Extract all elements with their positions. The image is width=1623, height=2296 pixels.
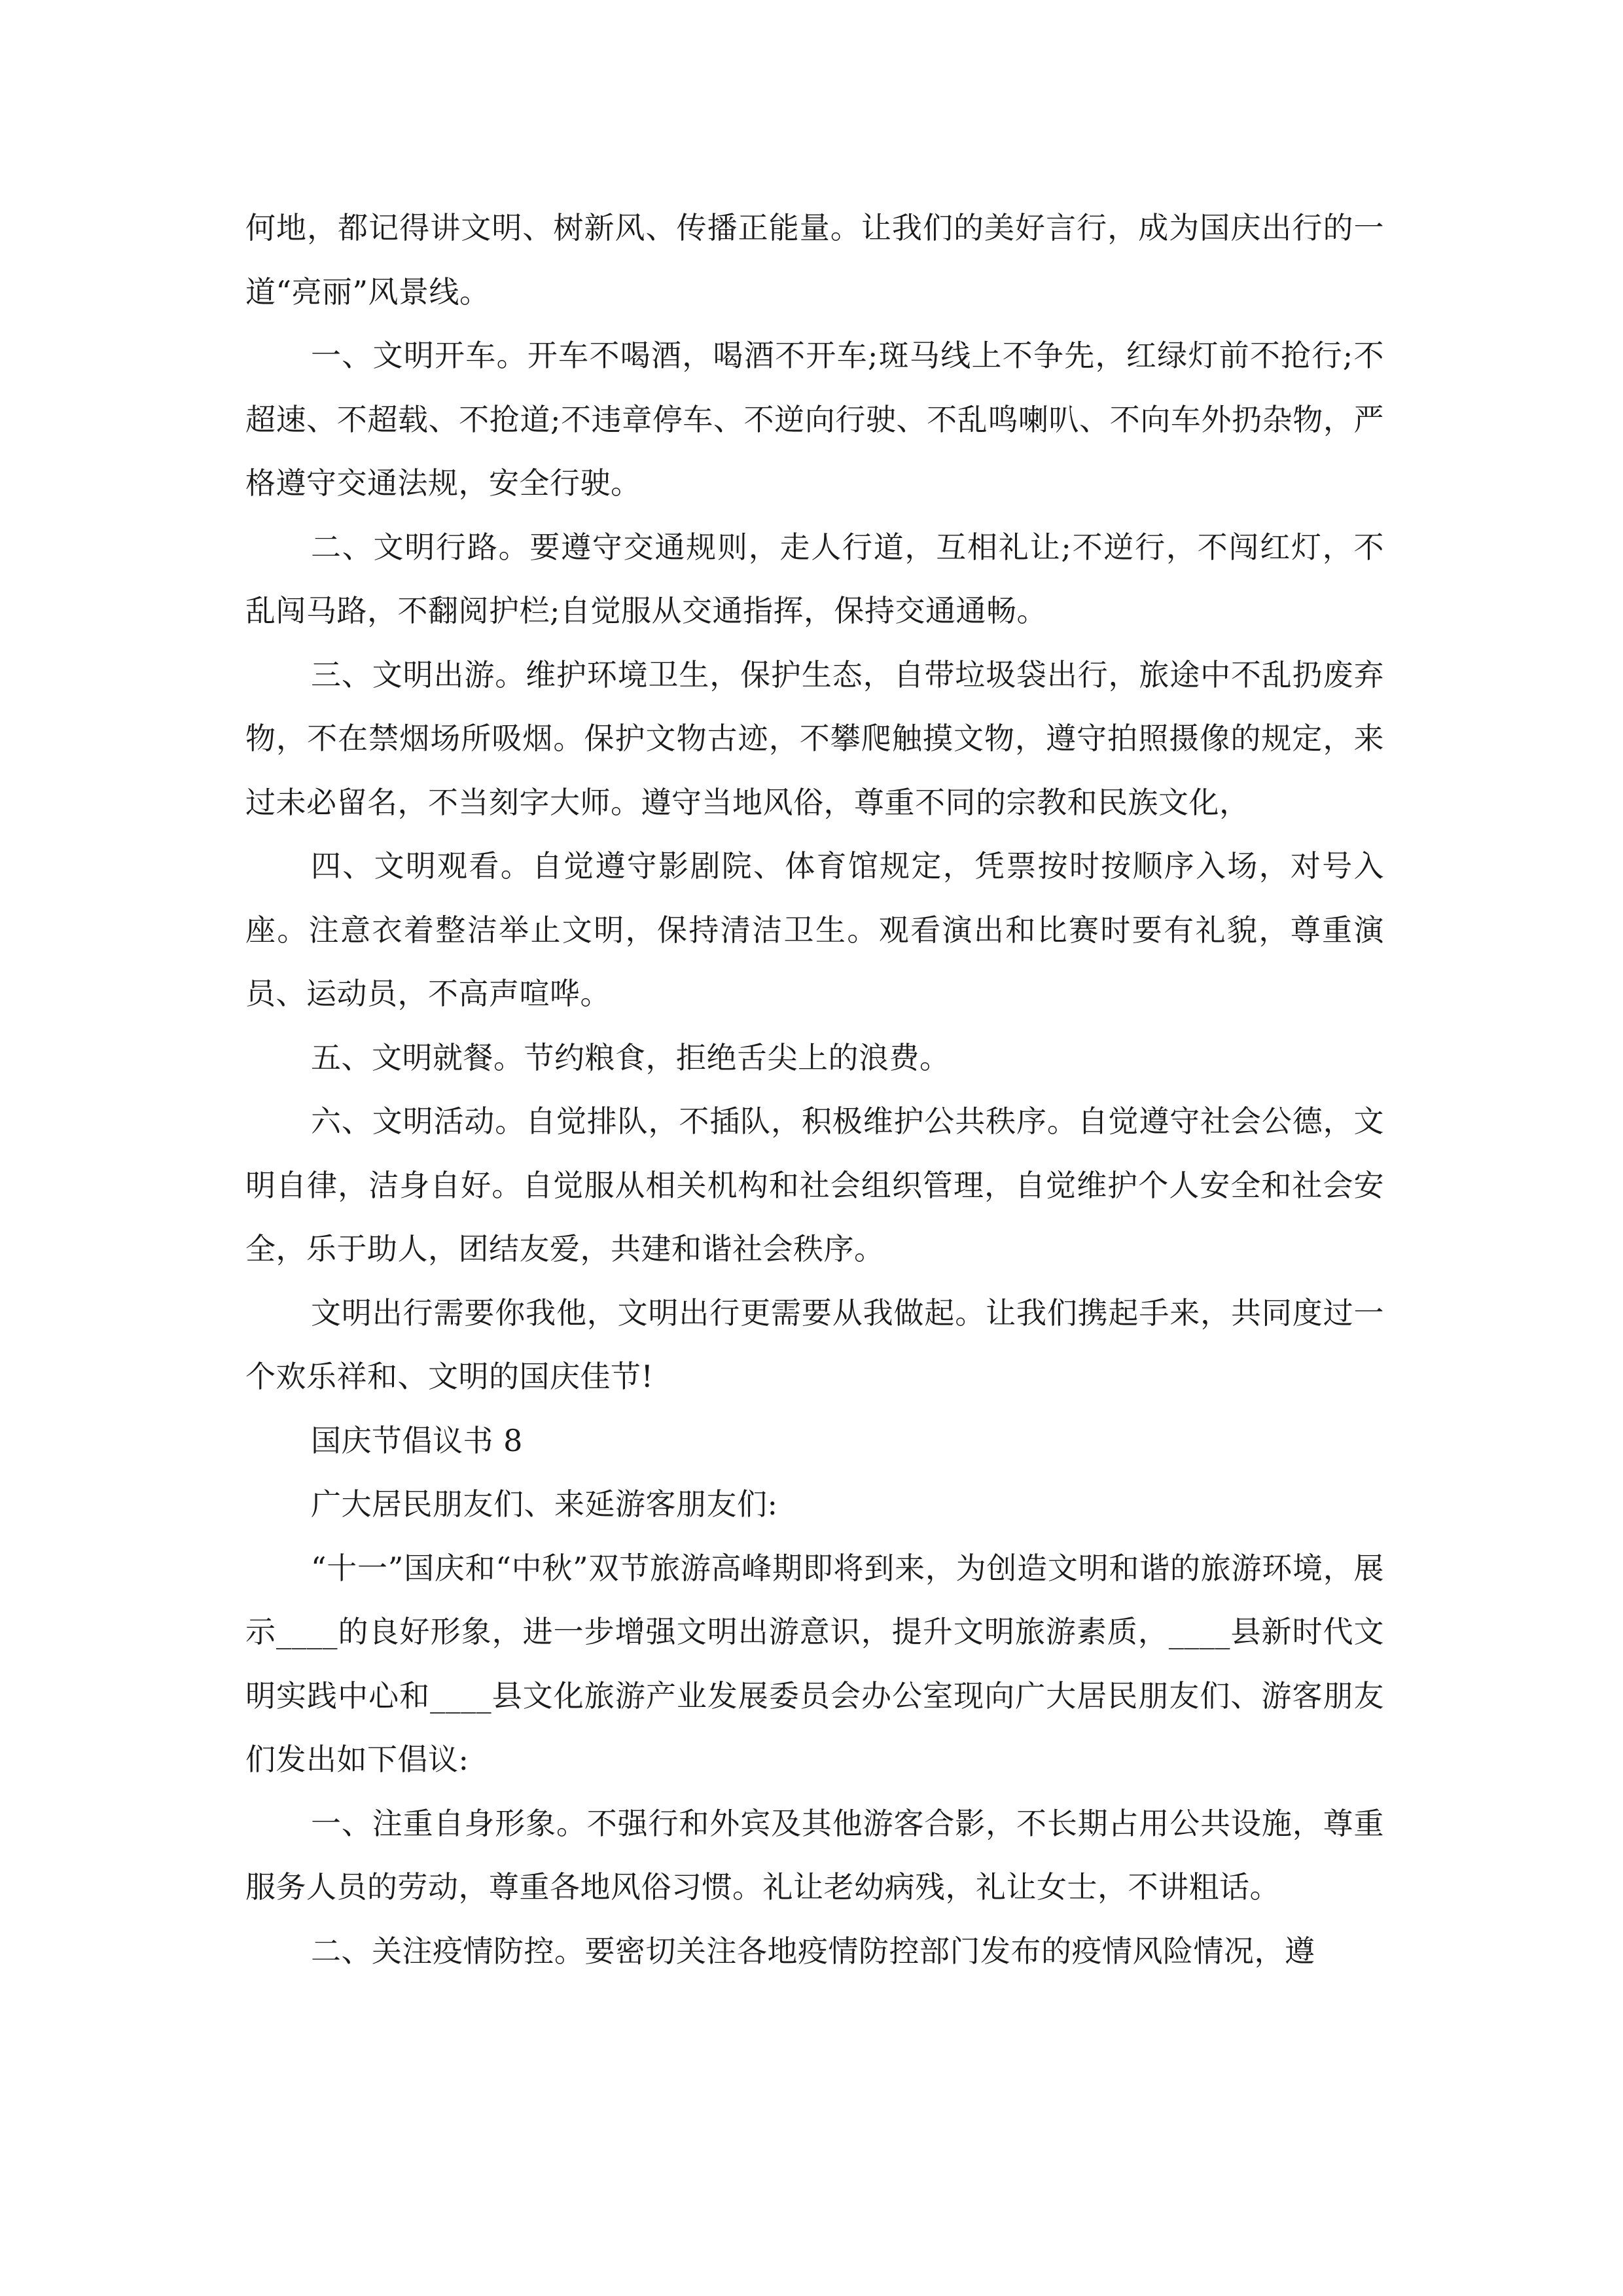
paragraph-civilized-touring: 三、文明出游。维护环境卫生，保护生态，自带垃圾袋出行，旅途中不乱扔废弃物，不在禁烟场所吸烟。保护文物古迹，不攀爬触摸文物，遵守拍照摄像的规定，来过未必留名，不当刻字大师。遵守当地风俗，尊重不同的宗教和民族文化， [245,656,1384,820]
paragraph-civilized-walking: 二、文明行路。要遵守交通规则，走人行道，互相礼让;不逆行，不闯红灯，不乱闯马路，不翻阅护栏;自觉服从交通指挥，保持交通通畅。 [245,529,1384,628]
paragraph-civilized-activities: 六、文明活动。自觉排队，不插队，积极维护公共秩序。自觉遵守社会公德，文明自律，洁身自好。自觉服从相关机构和社会组织管理，自觉维护个人安全和社会安全，乐于助人，团结友爱，共建和谐社会秩序。 [245,1103,1384,1266]
section-heading: 国庆节倡议书 8 [311,1422,523,1458]
document-body [245,196,1384,1983]
paragraph-self-image: 一、注重自身形象。不强行和外宾及其他游客合影，不长期占用公共设施，尊重服务人员的劳动，尊重各地风俗习惯。礼让老幼病残，礼让女士，不讲粗话。 [245,1805,1384,1905]
paragraph-civilized-watching: 四、文明观看。自觉遵守影剧院、体育馆规定，凭票按时按顺序入场，对号入座。注意衣着整洁举止文明，保持清洁卫生。观看演出和比赛时要有礼貌，尊重演员、运动员，不高声喧哗。 [245,848,1384,1011]
paragraph-epidemic-prevention: 二、关注疫情防控。要密切关注各地疫情防控部门发布的疫情风险情况，遵 [311,1933,1315,1969]
salutation: 广大居民朋友们、来延游客朋友们: [311,1486,778,1522]
paragraph-closing-call: 文明出行需要你我他，文明出行更需要从我做起。让我们携起手来，共同度过一个欢乐祥和、文明的国庆佳节! [245,1295,1384,1394]
paragraph-civilized-dining: 五、文明就餐。节约粮食，拒绝舌尖上的浪费。 [311,1039,950,1075]
paragraph-civilized-driving: 一、文明开车。开车不喝酒，喝酒不开车;斑马线上不争先，红绿灯前不抢行;不超速、不超载、不抢道;不违章停车、不逆向行驶、不乱鸣喇叭、不向车外扔杂物，严格遵守交通法规，安全行驶。 [245,338,1384,501]
paragraph-intro-continuation: 何地，都记得讲文明、树新风、传播正能量。让我们的美好言行，成为国庆出行的一道“亮丽”风景线。 [245,210,1384,310]
paragraph-proposal-intro: “十一”国庆和“中秋”双节旅游高峰期即将到来，为创造文明和谐的旅游环境，展示____的良好形象，进一步增强文明出游意识，提升文明旅游素质，____县新时代文明实践中心和____县文化旅游产业发展委员会办公室现向广大居民朋友们、游客朋友们发出如下倡议: [245,1550,1384,1777]
